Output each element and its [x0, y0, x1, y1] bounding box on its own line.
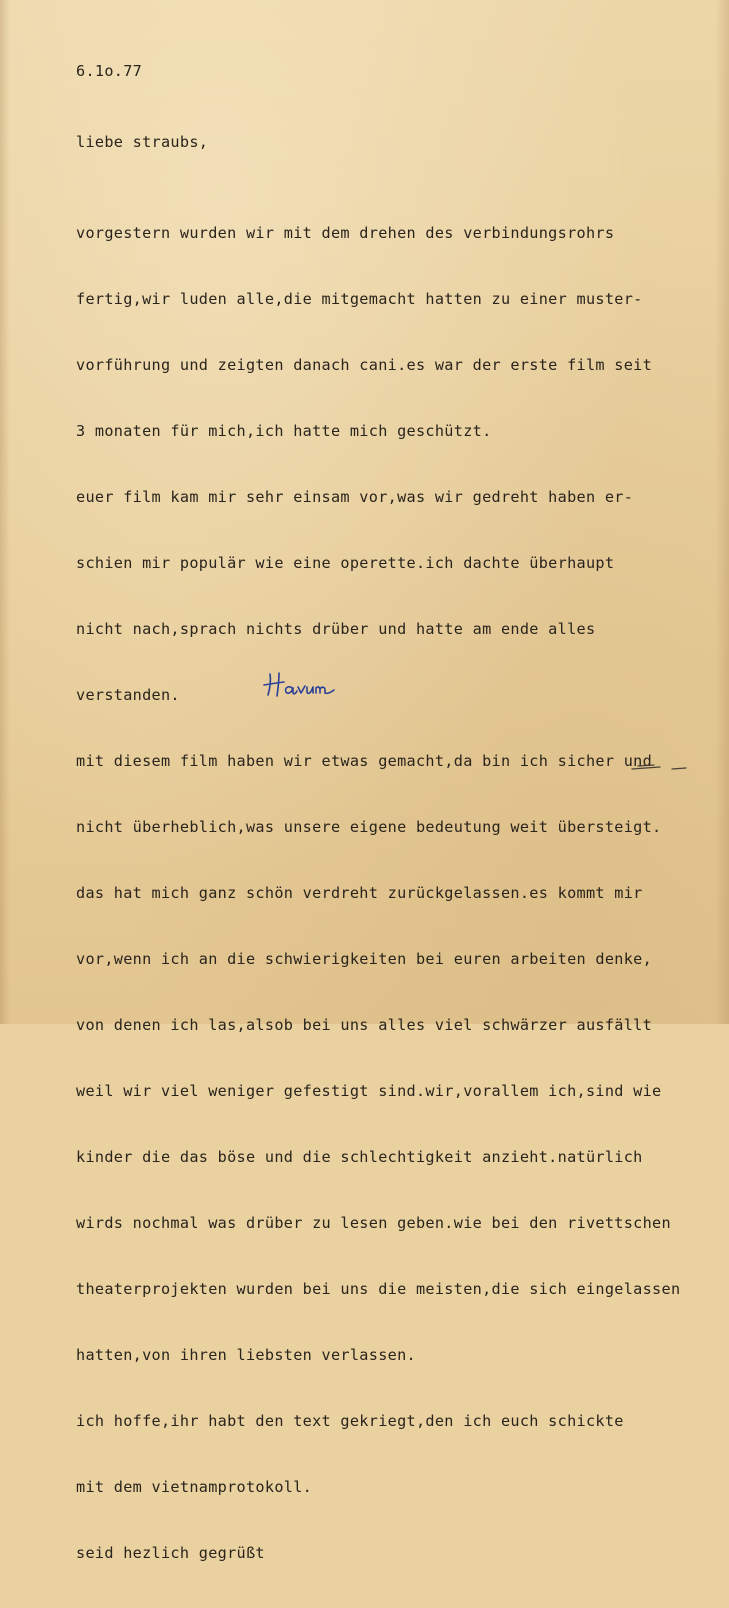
body-line: vor,wenn ich an die schwierigkeiten bei euren arbeiten denke,: [76, 950, 653, 968]
body-line: euer film kam mir sehr einsam vor,was wir gedreht haben er-: [76, 488, 634, 506]
body-line: vorführung und zeigten danach cani.es war der erste film seit: [76, 356, 653, 374]
letter-body: [76, 178, 680, 1608]
body-line: ich hoffe,ihr habt den text gekriegt,den ich euch schickte: [76, 1412, 624, 1430]
body-line: wirds nochmal was drüber zu lesen geben.wie bei den rivettschen: [76, 1214, 671, 1232]
letter-date: 6.1o.77: [76, 62, 143, 80]
body-line: hatten,von ihren liebsten verlassen.: [76, 1346, 416, 1364]
body-line: weil wir viel weniger gefestigt sind.wir,vorallem ich,sind wie: [76, 1082, 662, 1100]
letter-salutation: liebe straubs,: [76, 133, 209, 151]
body-line: 3 monaten für mich,ich hatte mich geschützt.: [76, 422, 492, 440]
body-line: das hat mich ganz schön verdreht zurückgelassen.es kommt mir: [76, 884, 643, 902]
body-line: kinder die das böse und die schlechtigkeit anzieht.natürlich: [76, 1148, 643, 1166]
body-line: mit dem vietnamprotokoll.: [76, 1478, 313, 1496]
body-line: mit diesem film haben wir etwas gemacht,da bin ich sicher und: [76, 752, 653, 770]
body-line: fertig,wir luden alle,die mitgemacht hatten zu einer muster-: [76, 290, 643, 308]
body-line: vorgestern wurden wir mit dem drehen des verbindungsrohrs: [76, 224, 615, 242]
body-line: verstanden.: [76, 686, 180, 704]
handwritten-signature: [262, 668, 342, 702]
body-line: nicht überheblich,was unsere eigene bedeutung weit übersteigt.: [76, 818, 662, 836]
body-line: schien mir populär wie eine operette.ich dachte überhaupt: [76, 554, 615, 572]
body-line: theaterprojekten wurden bei uns die meisten,die sich eingelassen: [76, 1280, 681, 1298]
paper-edge-right: [715, 0, 729, 1024]
paper-edge-left: [0, 0, 10, 1024]
body-line: seid hezlich gegrüßt: [76, 1544, 265, 1562]
body-line: nicht nach,sprach nichts drüber und hatte am ende alles: [76, 620, 596, 638]
pencil-mark: [630, 760, 690, 776]
body-line: von denen ich las,alsob bei uns alles viel schwärzer ausfällt: [76, 1016, 653, 1034]
